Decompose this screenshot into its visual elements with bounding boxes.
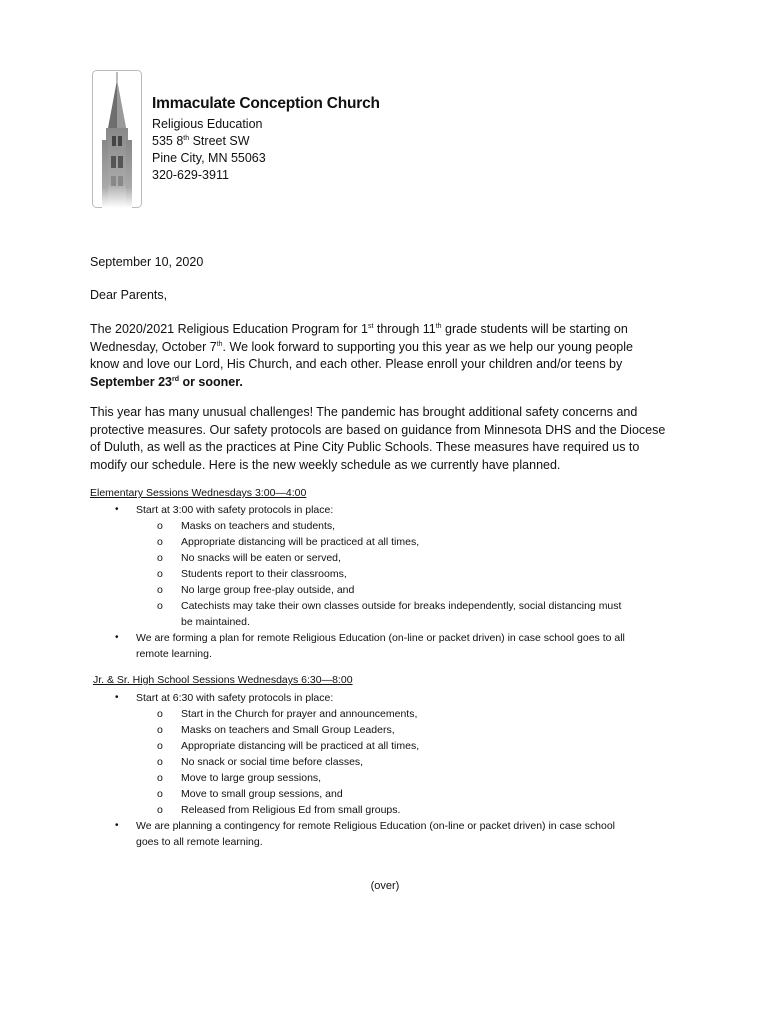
list-item: Masks on teachers and Small Group Leaders, — [181, 724, 395, 736]
list-item: Move to small group sessions, and — [181, 788, 343, 800]
sub-bullet-marker: o — [157, 804, 163, 816]
list-item: Appropriate distancing will be practiced at all times, — [181, 536, 420, 548]
street-address: 535 8th Street SW — [152, 134, 250, 148]
sub-bullet-marker: o — [157, 600, 163, 612]
bullet-marker: • — [115, 504, 119, 515]
sub-bullet-marker: o — [157, 520, 163, 532]
sub-bullet-marker: o — [157, 708, 163, 720]
sub-bullet-marker: o — [157, 584, 163, 596]
list-item: Catechists may take their own classes outside for breaks independently, social distancing must — [181, 600, 622, 612]
letter-date: September 10, 2020 — [90, 255, 204, 269]
list-item: Appropriate distancing will be practiced at all times, — [181, 740, 420, 752]
bullet-marker: • — [115, 632, 119, 643]
elementary-remote-bullet: We are forming a plan for remote Religious Education (on-line or packet driven) in case school goes to all remote learning. — [136, 632, 625, 660]
over-note: (over) — [370, 880, 400, 892]
church-steeple-logo — [92, 70, 142, 208]
list-item: No large group free-play outside, and — [181, 584, 355, 596]
sub-bullet-marker: o — [157, 568, 163, 580]
list-item: Start in the Church for prayer and announcements, — [181, 708, 418, 720]
bullet-marker: • — [115, 820, 119, 831]
sub-bullet-marker: o — [157, 788, 163, 800]
sub-bullet-marker: o — [157, 756, 163, 768]
sub-bullet-marker: o — [157, 724, 163, 736]
highschool-start-bullet: Start at 6:30 with safety protocols in place: — [136, 692, 334, 704]
salutation: Dear Parents, — [90, 288, 168, 302]
list-item: No snack or social time before classes, — [181, 756, 364, 768]
challenges-paragraph: This year has many unusual challenges! The pandemic has brought additional safety concerns and protective measures. Our safety protocols are based on guidance from Minnesota DHS and the Diocese of Duluth, as well as the practices at Pine City Public Schools. These measures have required us to modify our schedule. Here is the new weekly schedule as we currently have planned. — [90, 405, 666, 472]
sub-bullet-marker: o — [157, 552, 163, 564]
intro-paragraph: The 2020/2021 Religious Education Program for 1st through 11th grade students will be starting on Wednesday, October 7th. We look forward to supporting you this year as we help our young people know and love our Lord, His Church, and each other. Please enroll your children and/or teens by September 23rd or sooner. — [90, 322, 633, 389]
sub-bullet-marker: o — [157, 740, 163, 752]
list-item: Released from Religious Ed from small groups. — [181, 804, 401, 816]
list-item-continuation: be maintained. — [181, 616, 250, 628]
city-state-zip: Pine City, MN 55063 — [152, 151, 266, 165]
list-item: Masks on teachers and students, — [181, 520, 336, 532]
church-name: Immaculate Conception Church — [152, 95, 380, 112]
phone-number: 320-629-3911 — [152, 168, 229, 182]
department-name: Religious Education — [152, 117, 263, 131]
elementary-section-title: Elementary Sessions Wednesdays 3:00—4:00 — [90, 487, 307, 499]
highschool-remote-bullet: We are planning a contingency for remote Religious Education (on-line or packet driven) in case school goes to all remote learning. — [136, 820, 615, 848]
list-item: Students report to their classrooms, — [181, 568, 347, 580]
elementary-start-bullet: Start at 3:00 with safety protocols in place: — [136, 504, 334, 516]
sub-bullet-marker: o — [157, 536, 163, 548]
list-item: No snacks will be eaten or served, — [181, 552, 341, 564]
list-item: Move to large group sessions, — [181, 772, 322, 784]
sub-bullet-marker: o — [157, 772, 163, 784]
highschool-section-title: Jr. & Sr. High School Sessions Wednesdays 6:30—8:00 — [93, 674, 353, 686]
bullet-marker: • — [115, 692, 119, 703]
